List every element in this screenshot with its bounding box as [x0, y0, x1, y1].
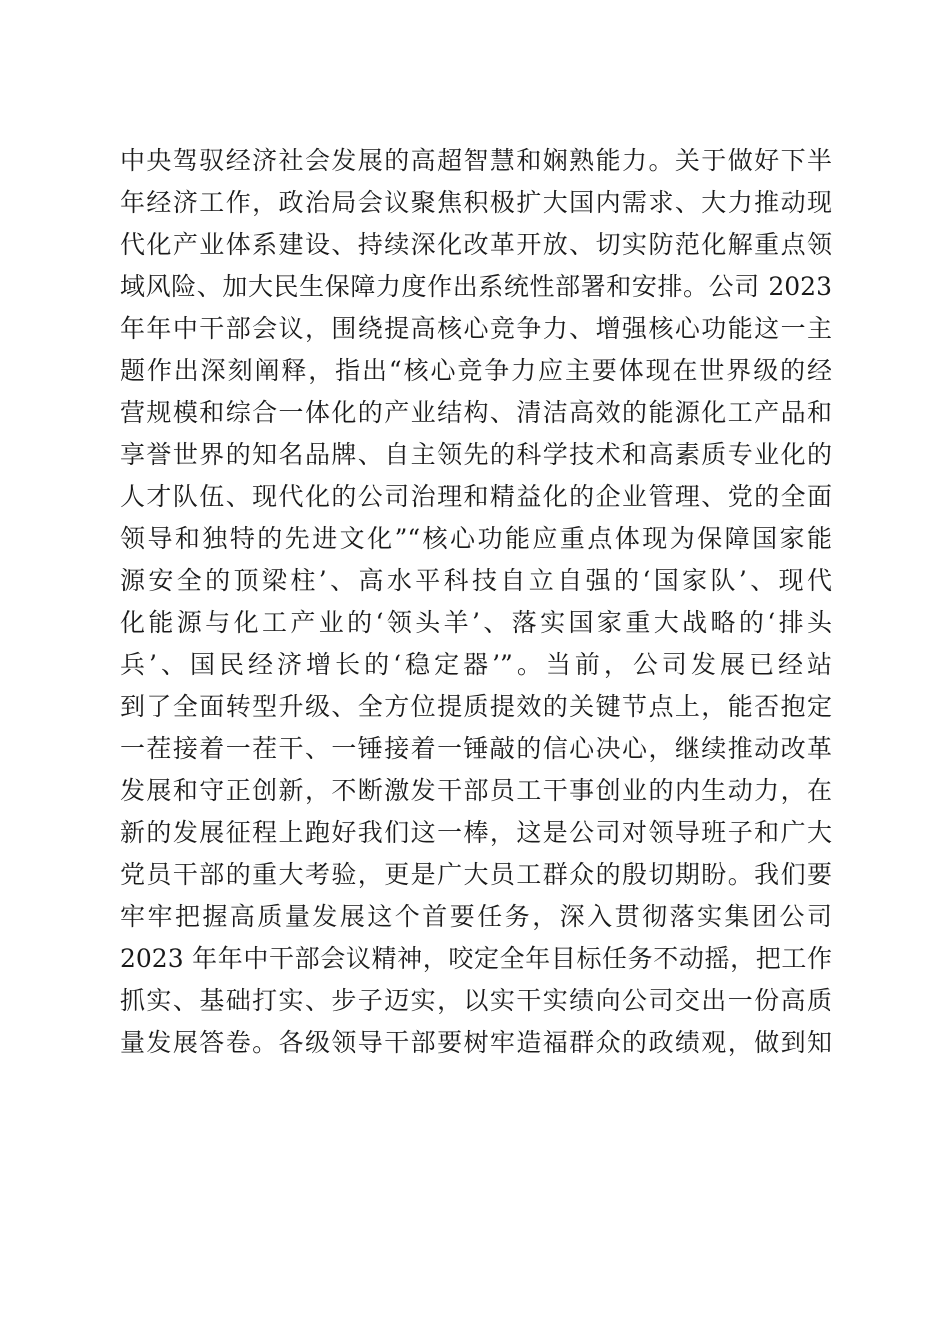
- text-line: 题作出深刻阐释，指出“核心竞争力应主要体现在世界级的经: [120, 356, 832, 385]
- text-line: 年年中干部会议，围绕提高核心竞争力、增强核心功能这一主: [120, 314, 832, 343]
- body-paragraph: [120, 140, 832, 1064]
- text-line: 领导和独特的先进文化”“核心功能应重点体现为保障国家能: [120, 524, 832, 553]
- text-line: 一茬接着一茬干、一锤接着一锤敲的信心决心，继续推动改革: [120, 734, 832, 763]
- text-line: 域风险、加大民生保障力度作出系统性部署和安排。公司 2023: [120, 272, 832, 301]
- text-line: 抓实、基础打实、步子迈实，以实干实绩向公司交出一份高质: [120, 986, 832, 1015]
- text-line: 量发展答卷。各级领导干部要树牢造福群众的政绩观，做到知: [120, 1028, 832, 1057]
- text-line: 代化产业体系建设、持续深化改革开放、切实防范化解重点领: [120, 230, 832, 259]
- text-line: 兵’、国民经济增长的‘稳定器’”。当前，公司发展已经站: [120, 650, 832, 679]
- text-line: 2023 年年中干部会议精神，咬定全年目标任务不动摇，把工作: [120, 944, 832, 973]
- text-line: 营规模和综合一体化的产业结构、清洁高效的能源化工产品和: [120, 398, 832, 427]
- text-line: 人才队伍、现代化的公司治理和精益化的企业管理、党的全面: [120, 482, 832, 511]
- text-line: 新的发展征程上跑好我们这一棒，这是公司对领导班子和广大: [120, 818, 832, 847]
- text-line: 到了全面转型升级、全方位提质提效的关键节点上，能否抱定: [120, 692, 832, 721]
- text-line: 享誉世界的知名品牌、自主领先的科学技术和高素质专业化的: [120, 440, 832, 469]
- text-line: 化能源与化工产业的‘领头羊’、落实国家重大战略的‘排头: [120, 608, 832, 637]
- text-line: 牢牢把握高质量发展这个首要任务，深入贯彻落实集团公司: [120, 902, 832, 931]
- text-line: 发展和守正创新，不断激发干部员工干事创业的内生动力，在: [120, 776, 832, 805]
- text-line: 年经济工作，政治局会议聚焦积极扩大国内需求、大力推动现: [120, 188, 832, 217]
- text-line: 党员干部的重大考验，更是广大员工群众的殷切期盼。我们要: [120, 860, 832, 889]
- text-line: 中央驾驭经济社会发展的高超智慧和娴熟能力。关于做好下半: [120, 146, 832, 175]
- text-line: 源安全的顶梁柱’、高水平科技自立自强的‘国家队’、现代: [120, 566, 832, 595]
